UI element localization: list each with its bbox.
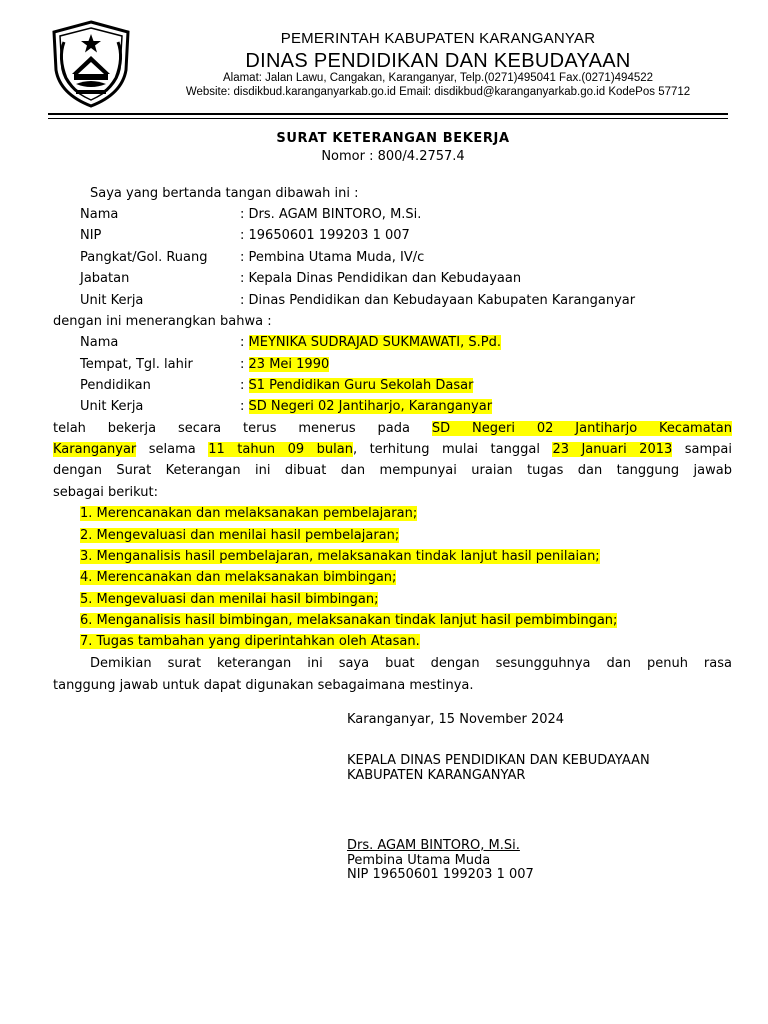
regency-emblem-icon [48, 18, 134, 110]
colon: : [240, 378, 249, 393]
list-item [80, 612, 617, 630]
intro-text: Saya yang bertanda tangan dibawah ini : [90, 186, 359, 201]
statement-text: dengan ini menerangkan bahwa : [53, 314, 272, 329]
body-text: selama [136, 442, 209, 457]
signer-rank: Pembina Utama Muda [347, 853, 491, 868]
list-item [80, 527, 399, 545]
duty-text: 4. Merencanakan dan melaksanakan bimbingan; [80, 570, 397, 585]
letterhead-divider-thick [48, 113, 728, 115]
employee-birth-value: 23 Mei 1990 [248, 357, 330, 372]
signer-name-label: Nama [80, 207, 119, 222]
signer-name-value: : Drs. AGAM BINTORO, M.Si. [240, 207, 422, 222]
letterhead-government: PEMERINTAH KABUPATEN KARANGANYAR [280, 30, 596, 47]
list-item [80, 505, 417, 523]
duty-text: 6. Menganalisis hasil bimbingan, melaksanakan tindak lanjut hasil pembimbingan; [80, 613, 618, 628]
closing-line-2: tanggung jawab untuk dapat digunakan sebagaimana mestinya. [53, 678, 474, 693]
body-line-2 [53, 441, 732, 459]
body-text: , terhitung mulai tanggal [352, 442, 553, 457]
workplace-highlight: Karanganyar [53, 442, 137, 457]
list-item [80, 548, 600, 566]
employee-birth-label: Tempat, Tgl. lahir [80, 357, 193, 372]
document-title: SURAT KETERANGAN BEKERJA [276, 131, 510, 146]
duty-text: 7. Tugas tambahan yang diperintahkan oleh Atasan. [80, 634, 420, 649]
employee-education-value: S1 Pendidikan Guru Sekolah Dasar [248, 378, 474, 393]
list-item [80, 569, 396, 587]
signer-name: Drs. AGAM BINTORO, M.Si. [347, 838, 520, 853]
signer-rank-label: Pangkat/Gol. Ruang [80, 250, 208, 265]
colon: : [240, 335, 249, 350]
signer-position-value: : Kepala Dinas Pendidikan dan Kebudayaan [240, 271, 522, 286]
document-number: Nomor : 800/4.2757.4 [321, 149, 465, 164]
employee-unit-label: Unit Kerja [80, 399, 144, 414]
signer-nip: NIP 19650601 199203 1 007 [347, 867, 534, 882]
body-line-3: dengan Surat Keterangan ini dibuat dan mempunyai uraian tugas dan tanggung jawab [53, 463, 732, 478]
employee-name-label: Nama [80, 335, 119, 350]
body-line-4: sebagai berikut: [53, 485, 159, 500]
letterhead-contact: Website: disdikbud.karanganyarkab.go.id Email: disdikbud@karanganyarkab.go.id KodePos 57712 [185, 86, 691, 98]
body-text: sampai [672, 442, 732, 457]
duration-highlight: 11 tahun 09 bulan [208, 442, 353, 457]
signer-nip-value: : 19650601 199203 1 007 [240, 228, 410, 243]
closing-line-1: Demikian surat keterangan ini saya buat dengan sesungguhnya dan penuh rasa [90, 656, 732, 671]
signer-nip-label: NIP [80, 228, 102, 243]
employee-education-row [240, 377, 473, 395]
workplace-highlight: SD Negeri 02 Jantiharjo Kecamatan [431, 421, 732, 436]
employee-unit-row [240, 398, 492, 416]
list-item [80, 591, 378, 609]
letterhead-divider-thin [48, 118, 728, 119]
signer-rank-value: : Pembina Utama Muda, IV/c [240, 250, 425, 265]
signer-unit-value: : Dinas Pendidikan dan Kebudayaan Kabupaten Karanganyar [240, 293, 636, 308]
employee-birth-row [240, 356, 329, 374]
signer-unit-label: Unit Kerja [80, 293, 144, 308]
duty-text: 2. Mengevaluasi dan menilai hasil pembelajaran; [80, 528, 400, 543]
signer-position-title-1: KEPALA DINAS PENDIDIKAN DAN KEBUDAYAAN [347, 753, 650, 768]
place-date: Karanganyar, 15 November 2024 [347, 712, 565, 727]
duty-text: 1. Merencanakan dan melaksanakan pembelajaran; [80, 506, 418, 521]
duty-text: 5. Mengevaluasi dan menilai hasil bimbingan; [80, 592, 379, 607]
letterhead-address: Alamat: Jalan Lawu, Cangakan, Karanganyar, Telp.(0271)495041 Fax.(0271)494522 [222, 72, 654, 84]
signer-position-title-2: KABUPATEN KARANGANYAR [347, 768, 526, 783]
signer-position-label: Jabatan [80, 271, 130, 286]
colon: : [240, 357, 249, 372]
colon: : [240, 399, 249, 414]
start-date-highlight: 23 Januari 2013 [552, 442, 673, 457]
body-line-1 [53, 420, 732, 438]
employee-education-label: Pendidikan [80, 378, 151, 393]
list-item [80, 633, 420, 651]
body-text: telah bekerja secara terus menerus pada [53, 421, 432, 436]
employee-unit-value: SD Negeri 02 Jantiharjo, Karanganyar [248, 399, 493, 414]
employee-name-row [240, 334, 501, 352]
letterhead-agency: DINAS PENDIDIKAN DAN KEBUDAYAAN [245, 50, 631, 72]
duty-text: 3. Menganalisis hasil pembelajaran, melaksanakan tindak lanjut hasil penilaian; [80, 549, 600, 564]
employee-name-value: MEYNIKA SUDRAJAD SUKMAWATI, S.Pd. [248, 335, 501, 350]
